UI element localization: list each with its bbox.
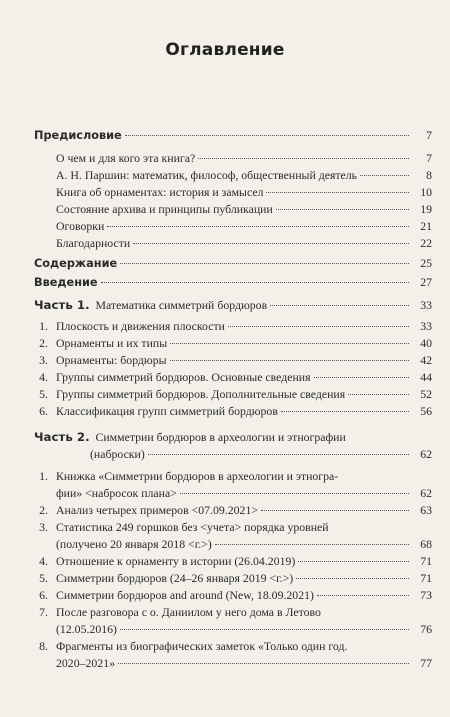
toc-label: Симметрии бордюров and around (New, 18.09.2021) xyxy=(56,588,314,602)
toc-entry[interactable] xyxy=(34,518,432,536)
toc-page: 19 xyxy=(420,202,432,216)
dot-leader xyxy=(314,377,409,378)
toc-page: 52 xyxy=(420,387,432,401)
dot-leader xyxy=(270,305,409,306)
dot-leader xyxy=(120,263,409,264)
dot-leader xyxy=(118,663,409,664)
toc-label: Книга об орнаментах: история и замысел xyxy=(56,185,264,199)
dot-leader xyxy=(317,595,409,596)
toc-label: Оговорки xyxy=(56,219,105,233)
toc-entry-part2-cont[interactable] xyxy=(34,445,432,463)
toc-label: 2020–2021» xyxy=(56,656,115,670)
item-number: 3. xyxy=(39,520,48,534)
toc-page: 42 xyxy=(420,353,432,367)
toc-entry[interactable] xyxy=(34,402,432,420)
toc-entry[interactable] xyxy=(56,200,432,218)
item-number: 8. xyxy=(39,639,48,653)
toc-entry[interactable] xyxy=(34,317,432,335)
toc-page: 8 xyxy=(426,168,432,182)
toc-page: 56 xyxy=(420,404,432,418)
toc-label: Статистика 249 горшков без <учета> порядка уровней xyxy=(56,520,329,534)
dot-leader xyxy=(296,578,409,579)
item-number: 6. xyxy=(39,404,48,418)
toc-page: 63 xyxy=(420,503,432,517)
dot-leader xyxy=(261,510,409,511)
toc-entry[interactable] xyxy=(34,603,432,621)
item-number: 4. xyxy=(39,370,48,384)
toc-page: 40 xyxy=(420,336,432,350)
toc-page: 68 xyxy=(420,537,432,551)
item-number: 5. xyxy=(39,387,48,401)
dot-leader xyxy=(348,394,409,395)
toc-label: Орнаменты: бордюры xyxy=(56,353,167,367)
item-number: 5. xyxy=(39,571,48,585)
dot-leader xyxy=(215,544,409,545)
toc-entry[interactable] xyxy=(56,149,432,167)
toc-entry-cont[interactable] xyxy=(34,484,432,502)
toc-label: Содержание xyxy=(34,257,118,270)
toc-label: (12.05.2016) xyxy=(56,622,117,636)
toc-page: 77 xyxy=(420,656,432,670)
toc-entry-part2[interactable] xyxy=(34,428,432,446)
dot-leader xyxy=(281,411,409,412)
toc-label: После разговора с о. Даниилом у него дома в Летово xyxy=(56,605,321,619)
toc-page: 73 xyxy=(420,588,432,602)
toc-entry[interactable] xyxy=(56,234,432,252)
item-number: 7. xyxy=(39,605,48,619)
dot-leader xyxy=(101,282,409,283)
toc-entry-cont[interactable] xyxy=(34,535,432,553)
dot-leader xyxy=(133,243,409,244)
item-number: 2. xyxy=(39,503,48,517)
toc-entry[interactable] xyxy=(34,334,432,352)
toc-page: 27 xyxy=(420,275,432,289)
toc-label: Орнаменты и их типы xyxy=(56,336,168,350)
dot-leader xyxy=(120,629,409,630)
toc-label: Симметрии бордюров в археологии и этнографии xyxy=(95,430,346,444)
part-prefix: Часть 2. xyxy=(34,430,90,444)
toc-entry[interactable] xyxy=(34,637,432,655)
dot-leader xyxy=(198,158,409,159)
dot-leader xyxy=(107,226,409,227)
toc-page: 71 xyxy=(420,571,432,585)
toc-entry-part1[interactable] xyxy=(34,296,432,314)
dot-leader xyxy=(360,175,409,176)
toc-label: фии» <набросок плана> xyxy=(56,486,177,500)
item-number: 1. xyxy=(39,469,48,483)
dot-leader xyxy=(228,326,409,327)
toc-page: 62 xyxy=(420,447,432,461)
item-number: 6. xyxy=(39,588,48,602)
dot-leader xyxy=(276,209,409,210)
toc-label: Отношение к орнаменту в истории (26.04.2019) xyxy=(56,554,296,568)
toc-label: Фрагменты из биографических заметок «Только один год. xyxy=(56,639,348,653)
toc-page: 71 xyxy=(420,554,432,568)
toc-entry[interactable] xyxy=(34,569,432,587)
toc-label: Математика симметрий бордюров xyxy=(95,298,268,312)
part-prefix: Часть 1. xyxy=(34,298,90,312)
toc-label: Группы симметрий бордюров. Основные сведения xyxy=(56,370,311,384)
toc-page: 21 xyxy=(420,219,432,233)
toc-entry[interactable] xyxy=(34,368,432,386)
item-number: 4. xyxy=(39,554,48,568)
toc-page: 76 xyxy=(420,622,432,636)
dot-leader xyxy=(148,454,409,455)
toc-entry[interactable] xyxy=(34,351,432,369)
toc-label: Анализ четырех примеров <07.09.2021> xyxy=(56,503,258,517)
toc-label: Плоскость и движения плоскости xyxy=(56,319,225,333)
toc-page: 33 xyxy=(420,298,432,312)
toc-entry[interactable] xyxy=(34,385,432,403)
toc-entry-contents[interactable] xyxy=(34,254,432,272)
toc-entry[interactable] xyxy=(34,467,432,485)
toc-page: 44 xyxy=(420,370,432,384)
toc-page: 62 xyxy=(420,486,432,500)
dot-leader xyxy=(125,135,409,136)
toc-entry-intro[interactable] xyxy=(34,273,432,291)
toc-label: А. Н. Паршин: математик, философ, общественный деятель xyxy=(56,168,358,182)
toc-entry[interactable] xyxy=(56,166,432,184)
toc-label: Введение xyxy=(34,276,98,289)
toc-label: Классификация групп симметрий бордюров xyxy=(56,404,278,418)
dot-leader xyxy=(170,360,409,361)
toc-page: 25 xyxy=(420,256,432,270)
toc-entry[interactable] xyxy=(56,183,432,201)
toc-page: 7 xyxy=(426,128,432,142)
toc-label: Благодарности xyxy=(56,236,131,250)
toc-label: О чем и для кого эта книга? xyxy=(56,151,196,165)
item-number: 1. xyxy=(39,319,48,333)
dot-leader xyxy=(266,192,409,193)
toc-entry-cont[interactable] xyxy=(34,654,432,672)
toc-label: (наброски) xyxy=(90,447,145,461)
toc-label: Предисловие xyxy=(34,129,122,142)
toc-entry[interactable] xyxy=(34,501,432,519)
item-number: 2. xyxy=(39,336,48,350)
toc-entry[interactable] xyxy=(34,552,432,570)
toc-entry-cont[interactable] xyxy=(34,620,432,638)
toc-page: 22 xyxy=(420,236,432,250)
item-number: 3. xyxy=(39,353,48,367)
toc-label: Книжка «Симметрии бордюров в археологии и этногра- xyxy=(56,469,339,483)
toc-label: Состояние архива и принципы публикации xyxy=(56,202,273,216)
toc-label: Симметрии бордюров (24–26 января 2019 <г.>) xyxy=(56,571,294,585)
toc-page: 33 xyxy=(420,319,432,333)
dot-leader xyxy=(298,561,409,562)
toc-entry[interactable] xyxy=(56,217,432,235)
toc-label: Группы симметрий бордюров. Дополнительные сведения xyxy=(56,387,346,401)
toc-entry[interactable] xyxy=(34,586,432,604)
dot-leader xyxy=(170,343,409,344)
dot-leader xyxy=(180,493,409,494)
toc-page: 10 xyxy=(420,185,432,199)
toc-label: (получено 20 января 2018 <г.>) xyxy=(56,537,212,551)
page-title: Оглавление xyxy=(165,40,285,60)
toc-entry-preface[interactable] xyxy=(34,126,432,144)
toc-page: 7 xyxy=(426,151,432,165)
